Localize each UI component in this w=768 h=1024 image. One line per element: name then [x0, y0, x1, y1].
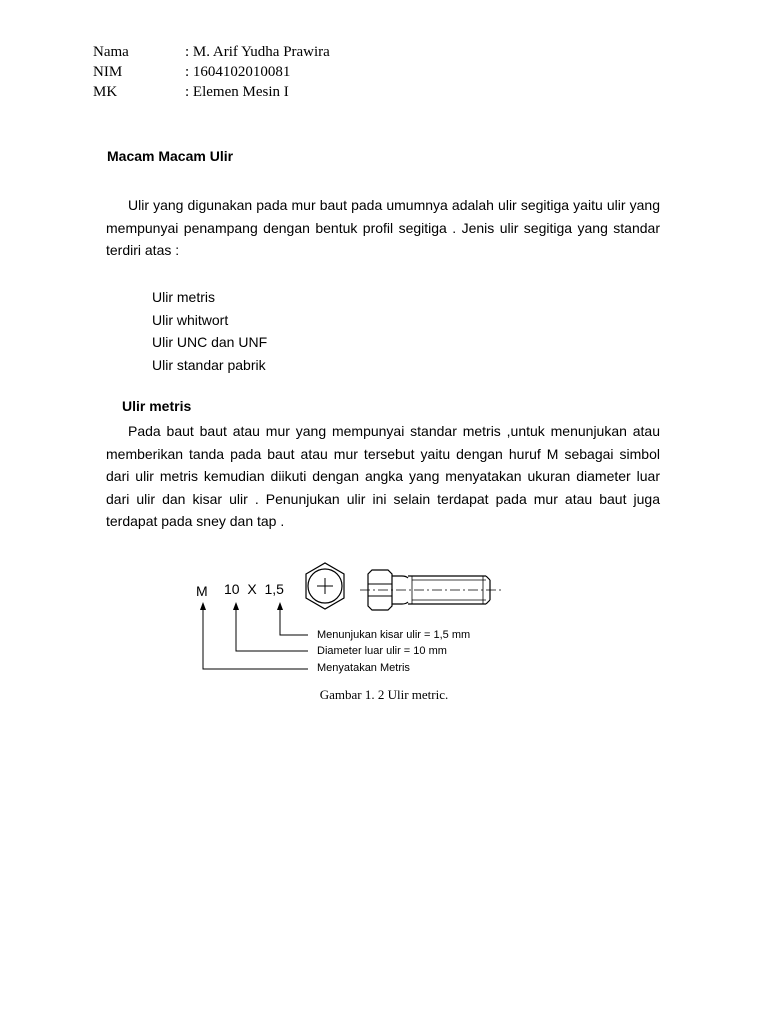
header-row-nim — [93, 62, 330, 82]
list-item: Ulir metris — [152, 289, 215, 305]
section-title-ulir-metris: Ulir metris — [122, 398, 192, 414]
list-item: Ulir whitwort — [152, 311, 229, 328]
annotation-diameter: Diameter luar ulir = 10 mm — [317, 645, 447, 657]
annotation-pitch: Menunjukan kisar ulir = 1,5 mm — [317, 629, 471, 641]
thread-types-list — [152, 286, 267, 376]
figure-caption: Gambar 1. 2 Ulir metric. — [319, 687, 449, 702]
header-row-mk — [93, 82, 330, 102]
annotation-metric: Menyatakan Metris — [317, 662, 410, 674]
header-value: : 1604102010081 — [185, 64, 291, 80]
hex-nut-drawing — [306, 563, 344, 609]
header-label: NIM — [93, 64, 123, 80]
list-item: Ulir UNC dan UNF — [152, 334, 268, 350]
section-title-macam-ulir: Macam Macam Ulir — [107, 148, 234, 164]
paragraph-ulir-metris: Pada baut baut atau mur yang mempunyai standar metris ,untuk menunjukan atau memberikan tanda pada baut atau mur tersebut yaitu dengan huruf M sebagai simbol dari ulir metris kemudian diikuti dengan angka yang menyatakan ukuran diameter luar dari ulir dan kisar ulir . Penunjukan ulir ini selain terdapat pada mur atau baut juga terdapat pada sney dan tap . — [106, 423, 660, 529]
arrow-heads — [200, 602, 283, 610]
figure-symbol-m: M — [196, 583, 208, 599]
document-header — [93, 42, 330, 102]
header-label: MK — [93, 84, 118, 100]
metric-thread-figure — [190, 558, 520, 683]
header-row-nama — [93, 42, 330, 62]
leader-lines — [203, 608, 308, 669]
header-value: : M. Arif Yudha Prawira — [185, 44, 330, 60]
list-item: Ulir standar pabrik — [152, 356, 266, 373]
figure-symbol-dimension: 10 X 1,5 — [224, 581, 284, 597]
header-label: Nama — [93, 44, 129, 60]
paragraph-intro: Ulir yang digunakan pada mur baut pada umumnya adalah ulir segitiga yaitu ulir yang mempunyai penampang dengan bentuk profil segitiga . Jenis ulir segitiga yang standar terdiri atas : — [106, 197, 660, 258]
header-value: : Elemen Mesin I — [185, 84, 289, 100]
